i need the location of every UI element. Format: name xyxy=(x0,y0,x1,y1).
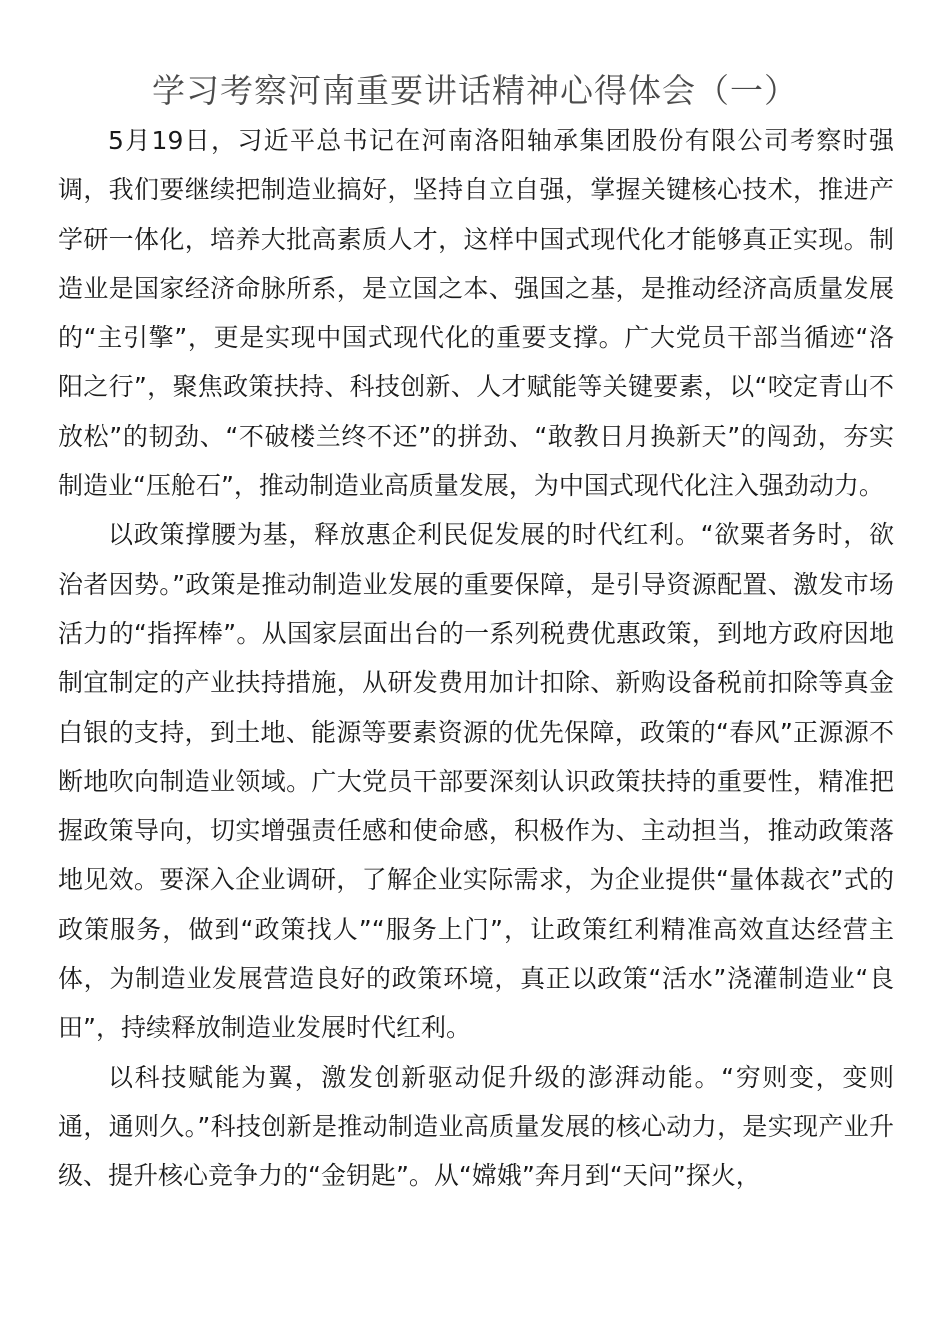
document-title: 学习考察河南重要讲话精神心得体会（一） xyxy=(152,71,798,110)
document-body xyxy=(58,116,894,1201)
paragraph-intro: 5月19日，习近平总书记在河南洛阳轴承集团股份有限公司考察时强调，我们要继续把制造业搞好，坚持自立自强，掌握关键核心技术，推进产学研一体化，培养大批高素质人才，这样中国式现代化才能够真正实现。制造业是国家经济命脉所系，是立国之本、强国之基，是推动经济高质量发展的“主引擎”，更是实现中国式现代化的重要支撑。广大党员干部当循迹“洛阳之行”，聚焦政策扶持、科技创新、人才赋能等关键要素，以“咬定青山不放松”的韧劲、“不破楼兰终不还”的拼劲、“敢教日月换新天”的闯劲，夯实制造业“压舱石”，推动制造业高质量发展，为中国式现代化注入强劲动力。 xyxy=(58,126,894,501)
paragraph-technology: 以科技赋能为翼，激发创新驱动促升级的澎湃动能。“穷则变，变则通，通则久。”科技创新是推动制造业高质量发展的核心动力，是实现产业升级、提升核心竞争力的“金钥匙”。从“嫦娥”奔月到“天问”探火， xyxy=(58,1062,894,1191)
paragraph-policy: 以政策撑腰为基，释放惠企利民促发展的时代红利。“欲粟者务时，欲治者因势。”政策是推动制造业发展的重要保障，是引导资源配置、激发市场活力的“指挥棒”。从国家层面出台的一系列税费优惠政策，到地方政府因地制宜制定的产业扶持措施，从研发费用加计扣除、新购设备税前扣除等真金白银的支持，到土地、能源等要素资源的优先保障，政策的“春风”正源源不断地吹向制造业领域。广大党员干部要深刻认识政策扶持的重要性，精准把握政策导向，切实增强责任感和使命感，积极作为、主动担当，推动政策落地见效。要深入企业调研，了解企业实际需求，为企业提供“量体裁衣”式的政策服务，做到“政策找人”“服务上门”，让政策红利精准高效直达经营主体，为制造业发展营造良好的政策环境，真正以政策“活水”浇灌制造业“良田”，持续释放制造业发展时代红利。 xyxy=(58,520,895,1043)
